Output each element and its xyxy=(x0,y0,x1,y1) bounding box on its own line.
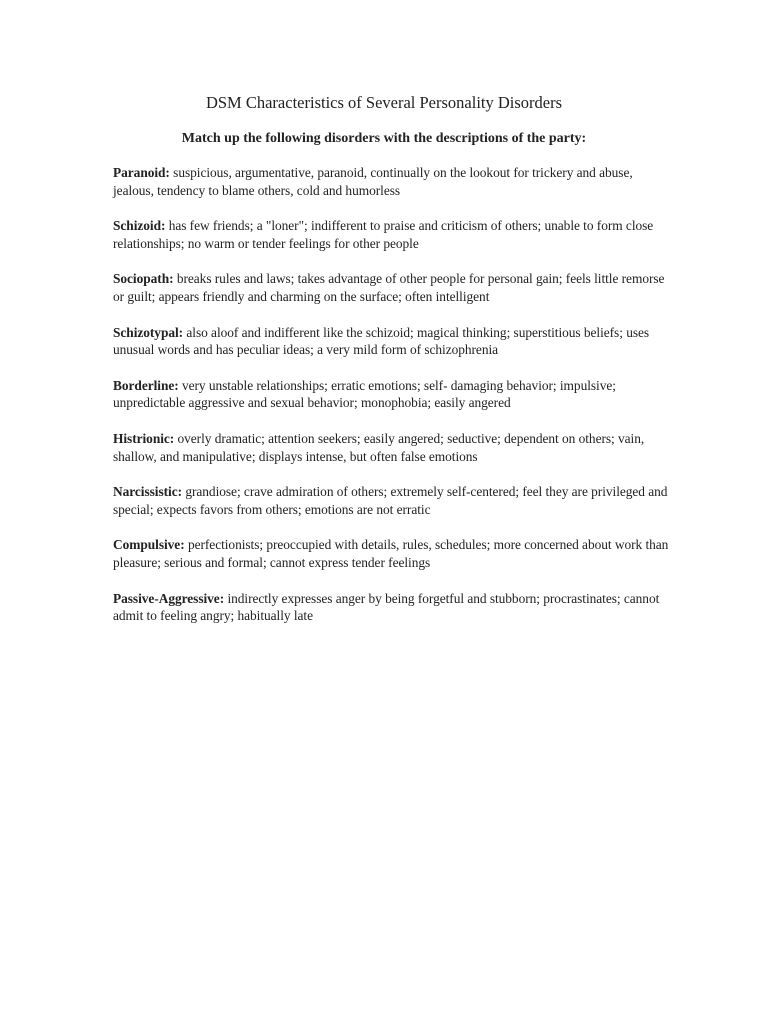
disorder-entry-compulsive xyxy=(113,536,673,571)
disorder-entry-narcissistic xyxy=(113,483,673,518)
disorder-term: Narcissistic: xyxy=(113,484,183,500)
disorder-entry-passive-aggressive xyxy=(113,590,673,625)
disorder-entry-schizotypal xyxy=(113,324,673,359)
disorder-entry-histrionic xyxy=(113,430,673,465)
disorder-entry-schizoid xyxy=(113,217,673,252)
disorder-term: Sociopath: xyxy=(113,271,174,287)
disorder-description: suspicious, argumentative, paranoid, continually on the lookout for trickery and abuse, jealous, tendency to blame others, cold and humorless xyxy=(113,165,633,198)
page-subtitle: Match up the following disorders with the descriptions of the party: xyxy=(181,131,587,146)
disorder-term: Compulsive: xyxy=(113,537,185,553)
disorder-description: also aloof and indifferent like the schizoid; magical thinking; superstitious beliefs; uses unusual words and has peculiar ideas; a very mild form of schizophrenia xyxy=(113,324,650,358)
disorder-term: Paranoid: xyxy=(113,165,170,180)
page-title: DSM Characteristics of Several Personality Disorders xyxy=(205,93,563,112)
disorder-term: Borderline: xyxy=(113,377,179,393)
disorder-entry-paranoid xyxy=(113,164,673,199)
disorder-term: Schizotypal: xyxy=(113,324,184,340)
disorder-description: has few friends; a "loner"; indifferent to praise and criticism of others; unable to form close relationships; no warm or tender feelings for other people xyxy=(113,218,654,251)
disorder-term: Schizoid: xyxy=(113,218,166,234)
disorder-description: overly dramatic; attention seekers; easily angered; seductive; dependent on others; vain, shallow, and manipulative; displays intense, but often false emotions xyxy=(113,430,645,464)
disorder-description: very unstable relationships; erratic emotions; self- damaging behavior; impulsive; unpredictable aggressive and sexual behavior; monophobia; easily angered xyxy=(113,377,616,411)
disorder-entry-sociopath xyxy=(113,270,673,305)
disorder-term: Histrionic: xyxy=(113,430,175,446)
disorder-description: perfectionists; preoccupied with details, rules, schedules; more concerned about work than pleasure; serious and formal; cannot express tender feelings xyxy=(113,537,669,570)
disorder-list xyxy=(113,164,673,643)
disorder-description: indirectly expresses anger by being forgetful and stubborn; procrastinates; cannot admit to feeling angry; habitually late xyxy=(113,590,660,624)
disorder-entry-borderline xyxy=(113,377,673,412)
disorder-description: breaks rules and laws; takes advantage of other people for personal gain; feels little remorse or guilt; appears friendly and charming on the surface; often intelligent xyxy=(113,271,665,304)
disorder-term: Passive-Aggressive: xyxy=(113,590,225,606)
disorder-description: grandiose; crave admiration of others; extremely self-centered; feel they are privileged and special; expects favors from others; emotions are not erratic xyxy=(113,484,668,517)
